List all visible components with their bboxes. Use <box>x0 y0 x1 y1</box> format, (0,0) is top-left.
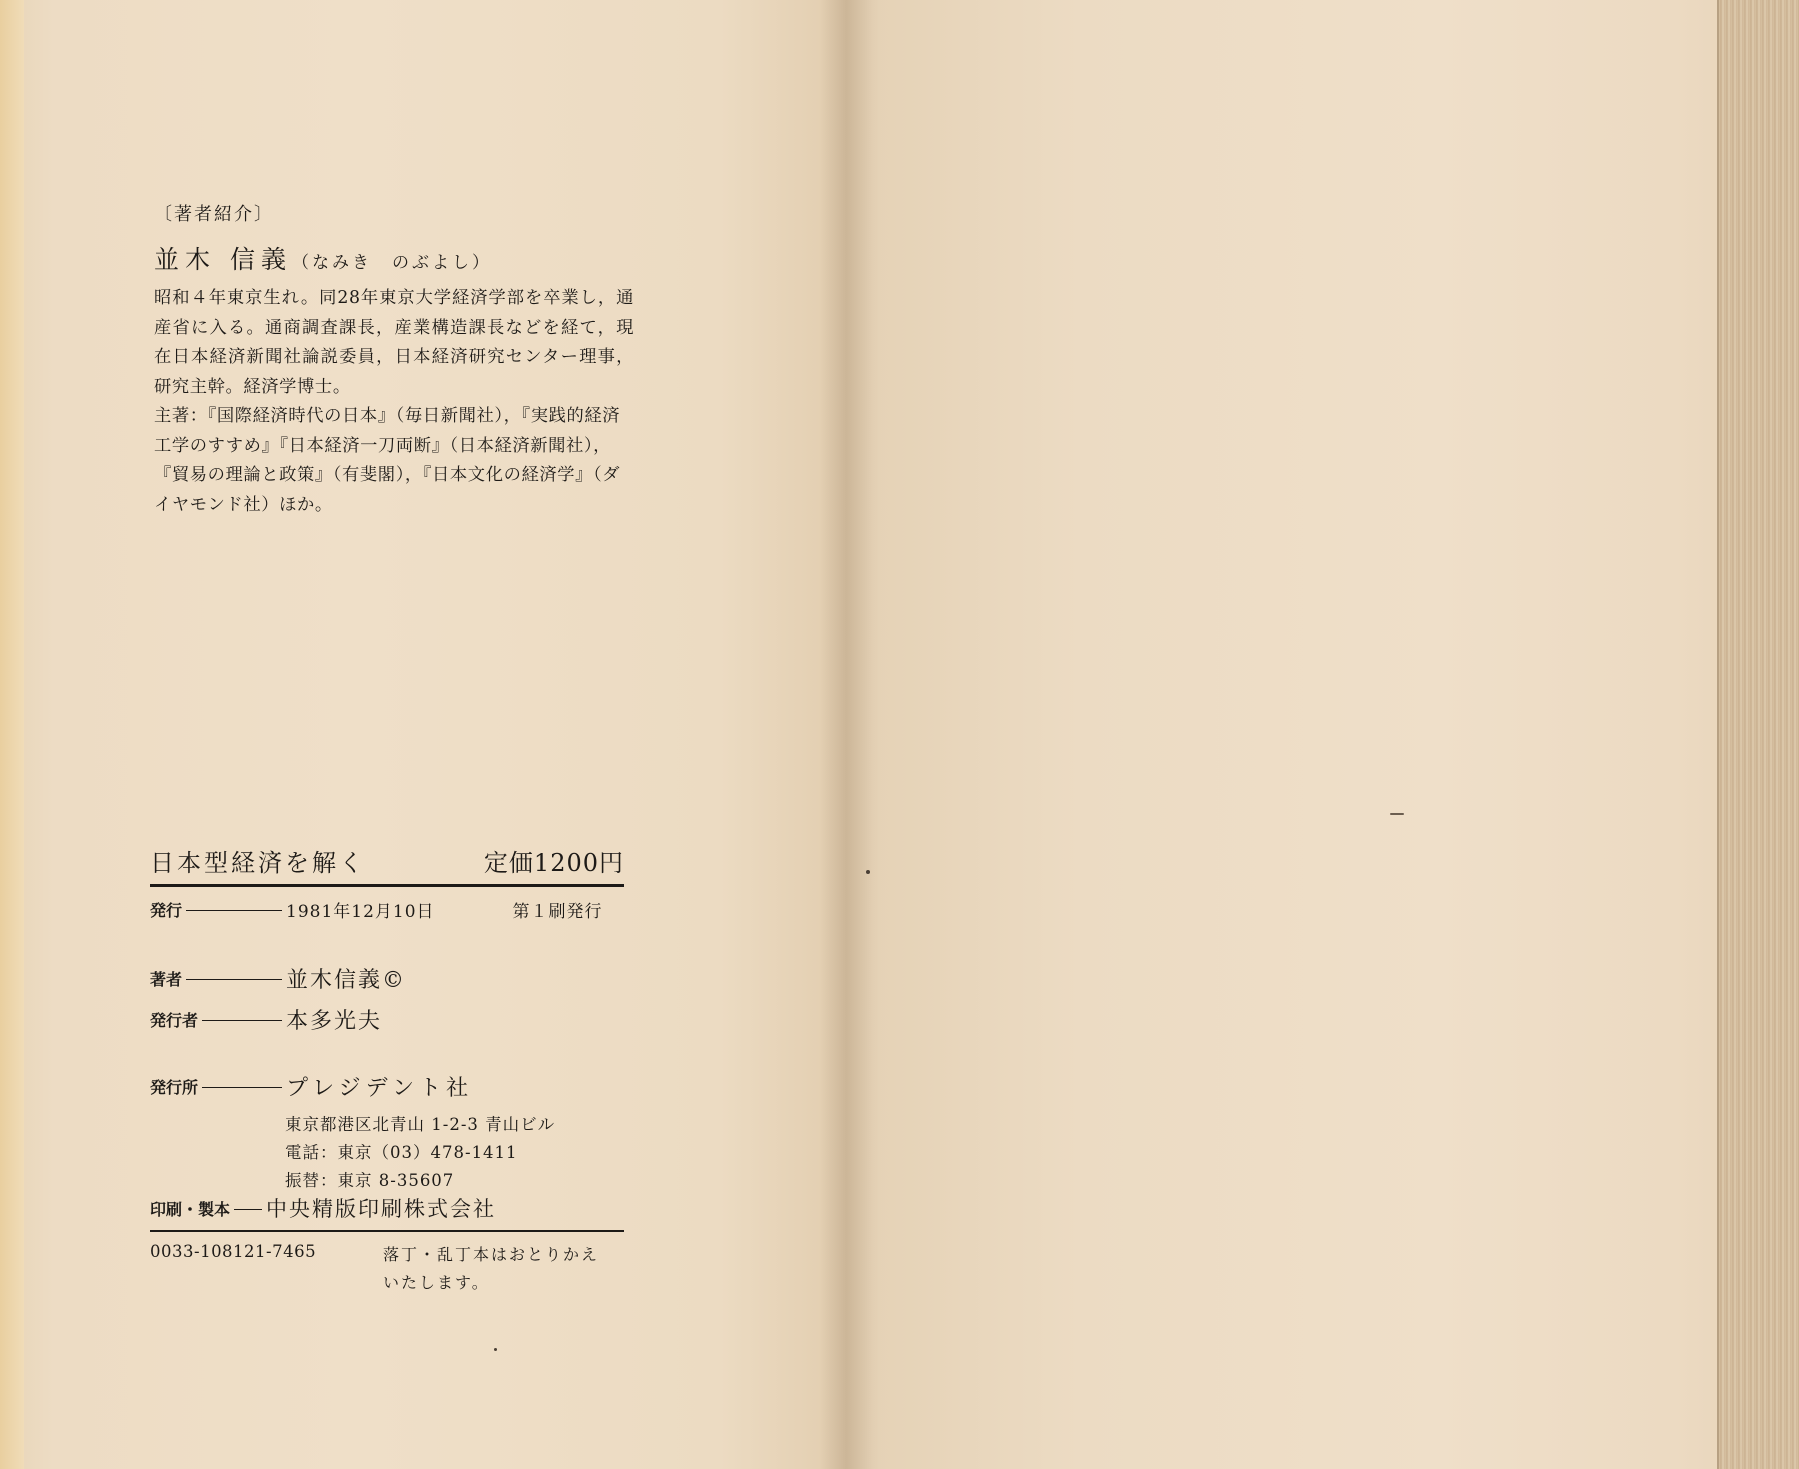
paper-speck <box>494 1348 497 1351</box>
printer-label: 印刷・製本 <box>150 1199 231 1219</box>
page-edges <box>1717 0 1799 1469</box>
book-code: 0033-108121-7465 <box>150 1242 317 1261</box>
publisher-transfer: 振替：東京 8-35607 <box>285 1171 455 1190</box>
author-field <box>150 963 406 994</box>
printer-field <box>150 1193 496 1223</box>
publisher-field <box>150 1071 473 1102</box>
bio-text: 昭和４年東京生れ。同28年東京大学経済学部を卒業し，通産省に入る。通商調査課長，産業構造課長などを経て，現在日本経済新聞社論説委員，日本経済研究センター理事，研究主幹。経済学博士。 <box>154 288 634 397</box>
publisher-phone: 電話：東京（03）478-1411 <box>285 1143 518 1162</box>
publisher-person-field <box>150 1004 382 1035</box>
issue-edition: 第１刷発行 <box>512 902 603 922</box>
publisher-person-label: 発行者 <box>150 1011 199 1030</box>
author-value: 並木信義© <box>286 968 407 993</box>
issue-row <box>150 897 624 922</box>
issue-label: 発行 <box>150 901 183 920</box>
printer-value: 中央精版印刷株式会社 <box>266 1197 497 1221</box>
publisher-address: 東京都港区北青山 1-2-3 青山ビル <box>285 1115 556 1134</box>
title-row <box>150 843 624 887</box>
author-label: 著者 <box>150 970 183 989</box>
paper-speck <box>866 870 870 874</box>
gutter-shadow <box>820 0 880 1469</box>
leader-line <box>202 1087 282 1088</box>
leader-line <box>202 1020 282 1021</box>
author-bio <box>154 200 634 520</box>
publisher-value: プレジデント社 <box>286 1076 474 1101</box>
author-name-reading: （なみき のぶよし） <box>291 253 492 273</box>
paper-speck <box>1390 813 1404 815</box>
publisher-label: 発行所 <box>150 1078 199 1097</box>
issue-date: 1981年12月10日 <box>286 902 435 922</box>
cover-edge <box>0 0 24 1469</box>
bottom-rule <box>150 1230 624 1232</box>
bio-heading: 〔著者紹介〕 <box>154 204 274 225</box>
author-name-text: 並木 信義 <box>154 245 292 274</box>
leader-line <box>234 1209 262 1210</box>
bio-works: 主著：『国際経済時代の日本』（毎日新聞社），『実践的経済工学のすすめ』『日本経済一刀両断』（日本経済新聞社），『貿易の理論と政策』（有斐閣），『日本文化の経済学』（ダイヤモンド社）ほか。 <box>154 406 621 515</box>
author-name <box>154 240 634 276</box>
leader-line <box>186 979 282 980</box>
publisher-person-value: 本多光夫 <box>286 1009 383 1034</box>
book-price: 定価1200円 <box>483 849 624 877</box>
replacement-note: 落丁・乱丁本はおとりかえいたします。 <box>383 1245 600 1292</box>
leader-line <box>186 910 282 911</box>
book-title: 日本型経済を解く <box>150 849 366 877</box>
colophon <box>150 843 624 1292</box>
